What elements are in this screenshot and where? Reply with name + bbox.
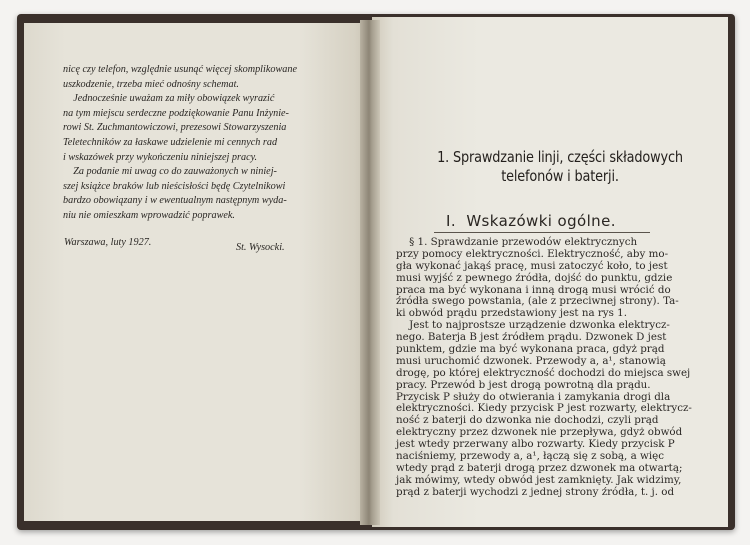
text-line: szej książce braków lub nieścisłości będę Czytelnikowi: [63, 180, 286, 192]
text-line: musi wyjść z pewnego źródła, dojść do punktu, gdzie: [396, 271, 673, 284]
text-line: wtedy prąd z baterji drogą przez dzwonek ma otwartą;: [396, 461, 683, 474]
text-line: prąd z baterji wychodzi z jednej strony źródła, t. j. od: [396, 485, 675, 498]
text-line: praca ma być wykonana i inną drogą musi wrócić do: [396, 283, 671, 296]
text-line: uszkodzenie, trzeba mieć odnośny schemat.: [63, 78, 239, 90]
chapter-heading: [422, 148, 697, 186]
text-line: § 1. Sprawdzanie przewodów elektrycznych: [396, 236, 638, 248]
text-line: elektryczności. Kiedy przycisk P jest rozwarty, elektrycz-: [396, 402, 692, 415]
text-line: naciśniemy, przewody a, a¹, łączą się z sobą, a więc: [396, 450, 664, 463]
text-line: nicę czy telefon, względnie usunąć więcej skomplikowane: [63, 64, 297, 75]
text-line: Jednocześnie uważam za miły obowiązek wyrazić: [63, 93, 275, 105]
text-line: Jest to najprostsze urządzenie dzwonka elektrycz-: [396, 319, 670, 332]
place-date: Warszawa, luty 1927.: [64, 237, 152, 248]
chapter-heading-line: 1. Sprawdzanie linji, części składowych: [437, 148, 683, 166]
text-line: bardzo obowiązany i w ewentualnym następnym wyda-: [63, 195, 287, 207]
left-page-text: [63, 63, 297, 224]
text-line: przy pomocy elektryczności. Elektryczność, aby mo-: [396, 247, 669, 260]
text-line: musi uruchomić dzwonek. Przewody a, a¹, stanowią: [396, 354, 666, 367]
text-line: punktem, gdzie ma być wykonana praca, gdyż prąd: [396, 343, 665, 356]
book-spine-gutter: [360, 20, 380, 525]
text-line: pracy. Przewód b jest drogą powrotną dla prądu.: [396, 378, 651, 391]
text-line: gła wykonać jakąś pracę, musi zatoczyć koło, to jest: [396, 259, 668, 272]
text-line: ność z baterji do dzwonka nie dochodzi, czyli prąd: [396, 414, 659, 427]
right-page-text: [396, 237, 692, 499]
section-divider: [434, 232, 650, 233]
text-line: Teletechników za łaskawe udzielenie mi cennych rad: [63, 136, 278, 148]
text-line: na tym miejscu serdeczne podziękowanie Panu Inżynie-: [63, 107, 289, 119]
text-line: rowi St. Zuchmantowiczowi, prezesowi Stowarzyszenia: [63, 122, 287, 134]
text-line: źródła swego powstania, (ale z przeciwnej strony). Ta-: [396, 295, 679, 308]
chapter-heading-line: telefonów i baterji.: [501, 167, 619, 185]
text-line: drogę, po której elektryczność dochodzi do miejsca swej: [396, 366, 691, 379]
text-line: Za podanie mi uwag co do zauważonych w niniej-: [63, 166, 277, 178]
text-line: niu nie omieszkam wprowadzić poprawek.: [63, 209, 235, 221]
text-line: ki obwód prądu przedstawiony jest na rys 1.: [396, 307, 627, 320]
text-line: nego. Baterja B jest źródłem prądu. Dzwonek D jest: [396, 331, 667, 344]
text-line: i wskazówek przy wykończeniu niniejszej pracy.: [63, 151, 258, 163]
text-line: Przycisk P służy do otwierania i zamykania drogi dla: [396, 390, 671, 403]
text-line: jak mówimy, wtedy obwód jest zamknięty. Jak widzimy,: [396, 473, 682, 486]
section-heading: I. Wskazówki ogólne.: [446, 212, 616, 230]
text-line: elektryczny przez dzwonek nie przepływa, gdyż obwód: [396, 426, 683, 439]
text-line: jest wtedy przerwany albo rozwarty. Kiedy przycisk P: [396, 438, 675, 451]
author-signature: St. Wysocki.: [236, 242, 285, 253]
